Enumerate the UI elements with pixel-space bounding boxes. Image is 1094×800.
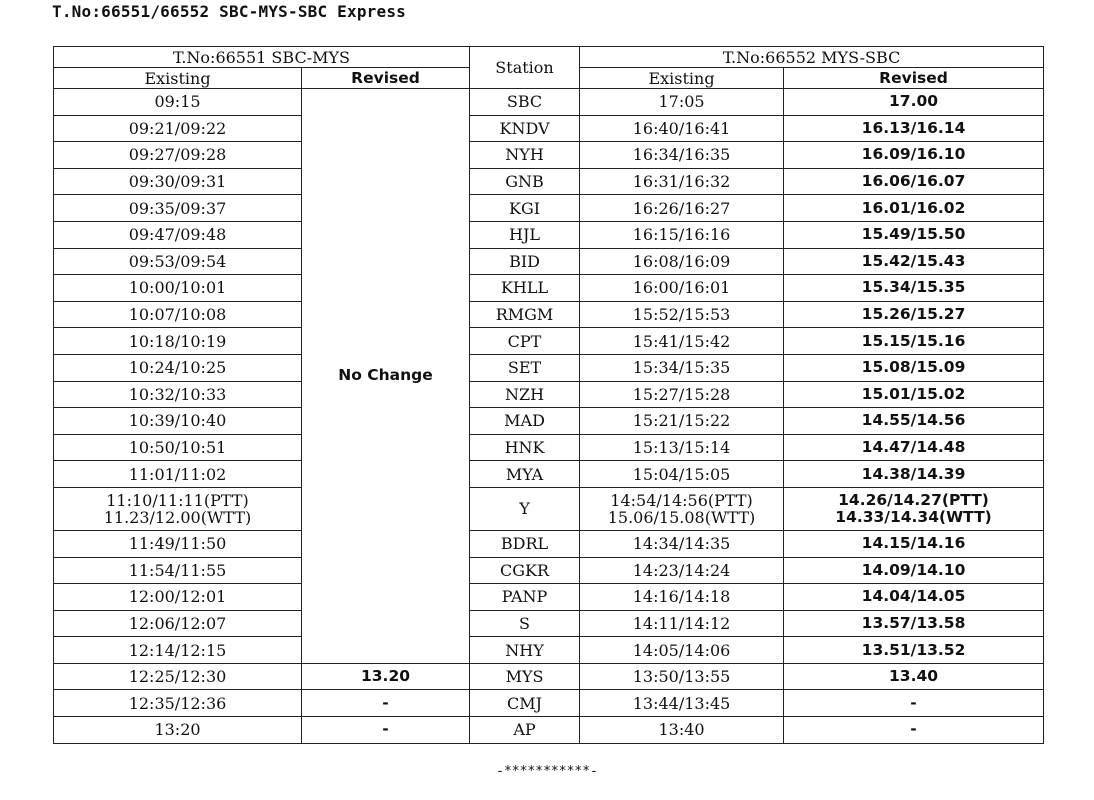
mys-sbc-existing-time-line: 14:54/14:56(PTT) [610, 490, 753, 510]
sbc-mys-existing-time: 12:00/12:01 [54, 584, 302, 611]
sbc-mys-existing-time: 09:30/09:31 [54, 168, 302, 195]
mys-sbc-revised-time: 14.38/14.39 [784, 461, 1044, 488]
mys-sbc-revised-time: - [784, 690, 1044, 717]
table-row [54, 221, 1044, 248]
station-code: RMGM [470, 301, 580, 328]
table-row [54, 115, 1044, 142]
station-code: S [470, 610, 580, 637]
sbc-mys-existing-time: 11:54/11:55 [54, 557, 302, 584]
mys-sbc-existing-time: 13:40 [580, 717, 784, 744]
table-row [54, 195, 1044, 222]
train-66551-header: T.No:66551 SBC-MYS [54, 47, 470, 68]
mys-sbc-existing-time: 15:41/15:42 [580, 328, 784, 355]
mys-sbc-existing-time: 15:04/15:05 [580, 461, 784, 488]
mys-sbc-existing-time [580, 487, 784, 530]
mys-sbc-existing-time: 16:31/16:32 [580, 168, 784, 195]
station-code: AP [470, 717, 580, 744]
station-code: NZH [470, 381, 580, 408]
mys-sbc-revised-time: 15.01/15.02 [784, 381, 1044, 408]
sbc-mys-existing-time: 13:20 [54, 717, 302, 744]
mys-sbc-existing-time: 14:34/14:35 [580, 530, 784, 557]
sbc-mys-existing-time: 12:35/12:36 [54, 690, 302, 717]
sbc-mys-revised-time: - [302, 717, 470, 744]
sbc-mys-existing-time: 11:01/11:02 [54, 461, 302, 488]
table-row [54, 717, 1044, 744]
footer-separator: -***********- [496, 764, 598, 779]
group-header-row [54, 47, 1044, 68]
table-row [54, 301, 1044, 328]
mys-sbc-revised-time: 15.42/15.43 [784, 248, 1044, 275]
document-title: T.No:66551/66552 SBC-MYS-SBC Express [52, 2, 406, 21]
mys-sbc-existing-time: 13:44/13:45 [580, 690, 784, 717]
station-code: HNK [470, 434, 580, 461]
station-code: MYA [470, 461, 580, 488]
mys-sbc-revised-time: 15.49/15.50 [784, 221, 1044, 248]
mys-sbc-revised-time-line: 14.26/14.27(PTT) [838, 490, 989, 509]
mys-sbc-existing-time: 15:52/15:53 [580, 301, 784, 328]
sbc-mys-existing-time [54, 487, 302, 530]
station-code: Y [470, 487, 580, 530]
timetable-body [54, 89, 1044, 744]
station-code: PANP [470, 584, 580, 611]
mys-sbc-existing-time: 15:21/15:22 [580, 408, 784, 435]
table-row [54, 584, 1044, 611]
mys-sbc-existing-time: 15:13/15:14 [580, 434, 784, 461]
mys-sbc-revised-time: 14.55/14.56 [784, 408, 1044, 435]
station-code: SBC [470, 89, 580, 116]
mys-sbc-existing-time: 14:05/14:06 [580, 637, 784, 664]
sbc-mys-existing-time: 10:50/10:51 [54, 434, 302, 461]
mys-sbc-existing-time: 16:08/16:09 [580, 248, 784, 275]
no-change-note: No Change [302, 89, 470, 664]
table-row [54, 557, 1044, 584]
mys-sbc-existing-time: 16:15/16:16 [580, 221, 784, 248]
station-code: BID [470, 248, 580, 275]
table-row [54, 408, 1044, 435]
sbc-mys-existing-time: 12:14/12:15 [54, 637, 302, 664]
mys-sbc-revised-time: 14.47/14.48 [784, 434, 1044, 461]
mys-sbc-revised-time: - [784, 717, 1044, 744]
table-row [54, 168, 1044, 195]
mys-sbc-revised-time: 14.04/14.05 [784, 584, 1044, 611]
sbc-mys-existing-time: 09:21/09:22 [54, 115, 302, 142]
right-existing-header: Existing [580, 68, 784, 89]
mys-sbc-revised-time: 16.09/16.10 [784, 142, 1044, 169]
station-code: SET [470, 354, 580, 381]
mys-sbc-revised-time: 13.57/13.58 [784, 610, 1044, 637]
sbc-mys-existing-time: 12:06/12:07 [54, 610, 302, 637]
sbc-mys-existing-time: 10:39/10:40 [54, 408, 302, 435]
left-revised-header: Revised [302, 68, 470, 89]
mys-sbc-existing-time: 14:16/14:18 [580, 584, 784, 611]
sbc-mys-revised-time: 13.20 [302, 663, 470, 690]
mys-sbc-existing-time: 14:23/14:24 [580, 557, 784, 584]
station-code: MYS [470, 663, 580, 690]
table-row [54, 637, 1044, 664]
sbc-mys-existing-time: 09:27/09:28 [54, 142, 302, 169]
right-revised-header: Revised [784, 68, 1044, 89]
station-code: KHLL [470, 275, 580, 302]
station-code: NYH [470, 142, 580, 169]
mys-sbc-revised-time: 15.15/15.16 [784, 328, 1044, 355]
table-row [54, 487, 1044, 530]
table-row [54, 461, 1044, 488]
station-code: CGKR [470, 557, 580, 584]
table-row [54, 434, 1044, 461]
table-row [54, 610, 1044, 637]
station-code: HJL [470, 221, 580, 248]
mys-sbc-existing-time: 16:00/16:01 [580, 275, 784, 302]
mys-sbc-revised-time: 15.08/15.09 [784, 354, 1044, 381]
mys-sbc-existing-time: 17:05 [580, 89, 784, 116]
mys-sbc-revised-time: 15.34/15.35 [784, 275, 1044, 302]
mys-sbc-existing-time-line: 15.06/15.08(WTT) [607, 507, 756, 527]
mys-sbc-revised-time-line: 14.33/14.34(WTT) [835, 507, 992, 526]
station-header: Station [470, 47, 580, 89]
mys-sbc-revised-time: 14.15/14.16 [784, 530, 1044, 557]
mys-sbc-existing-time: 15:34/15:35 [580, 354, 784, 381]
table-row [54, 142, 1044, 169]
mys-sbc-existing-time: 16:26/16:27 [580, 195, 784, 222]
mys-sbc-revised-time: 15.26/15.27 [784, 301, 1044, 328]
sbc-mys-existing-time: 12:25/12:30 [54, 663, 302, 690]
station-code: KNDV [470, 115, 580, 142]
sbc-mys-existing-time: 09:53/09:54 [54, 248, 302, 275]
table-row [54, 530, 1044, 557]
mys-sbc-revised-time: 14.09/14.10 [784, 557, 1044, 584]
table-row [54, 275, 1044, 302]
sbc-mys-existing-time: 10:07/10:08 [54, 301, 302, 328]
station-code: CMJ [470, 690, 580, 717]
mys-sbc-existing-time: 15:27/15:28 [580, 381, 784, 408]
sbc-mys-existing-time: 10:00/10:01 [54, 275, 302, 302]
table-row [54, 248, 1044, 275]
station-code: GNB [470, 168, 580, 195]
sbc-mys-existing-time: 10:32/10:33 [54, 381, 302, 408]
sbc-mys-revised-time: - [302, 690, 470, 717]
table-row [54, 690, 1044, 717]
sbc-mys-existing-time: 09:15 [54, 89, 302, 116]
station-code: NHY [470, 637, 580, 664]
mys-sbc-existing-time: 16:34/16:35 [580, 142, 784, 169]
sbc-mys-existing-time: 10:18/10:19 [54, 328, 302, 355]
mys-sbc-revised-time: 13.40 [784, 663, 1044, 690]
mys-sbc-revised-time: 16.06/16.07 [784, 168, 1044, 195]
table-row [54, 663, 1044, 690]
timetable [53, 46, 1044, 744]
mys-sbc-existing-time: 13:50/13:55 [580, 663, 784, 690]
sbc-mys-existing-time: 09:35/09:37 [54, 195, 302, 222]
mys-sbc-revised-time: 17.00 [784, 89, 1044, 116]
station-code: KGI [470, 195, 580, 222]
sbc-mys-existing-time-line: 11:10/11:11(PTT) [106, 490, 249, 510]
left-existing-header: Existing [54, 68, 302, 89]
mys-sbc-existing-time: 14:11/14:12 [580, 610, 784, 637]
table-row [54, 381, 1044, 408]
mys-sbc-revised-time: 16.13/16.14 [784, 115, 1044, 142]
table-row [54, 354, 1044, 381]
sbc-mys-existing-time: 11:49/11:50 [54, 530, 302, 557]
station-code: MAD [470, 408, 580, 435]
train-66552-header: T.No:66552 MYS-SBC [580, 47, 1044, 68]
station-code: CPT [470, 328, 580, 355]
table-row [54, 89, 1044, 116]
mys-sbc-revised-time: 13.51/13.52 [784, 637, 1044, 664]
station-code: BDRL [470, 530, 580, 557]
sbc-mys-existing-time: 09:47/09:48 [54, 221, 302, 248]
mys-sbc-revised-time [784, 487, 1044, 530]
table-row [54, 328, 1044, 355]
mys-sbc-existing-time: 16:40/16:41 [580, 115, 784, 142]
sbc-mys-existing-time: 10:24/10:25 [54, 354, 302, 381]
mys-sbc-revised-time: 16.01/16.02 [784, 195, 1044, 222]
sbc-mys-existing-time-line: 11.23/12.00(WTT) [103, 507, 252, 527]
